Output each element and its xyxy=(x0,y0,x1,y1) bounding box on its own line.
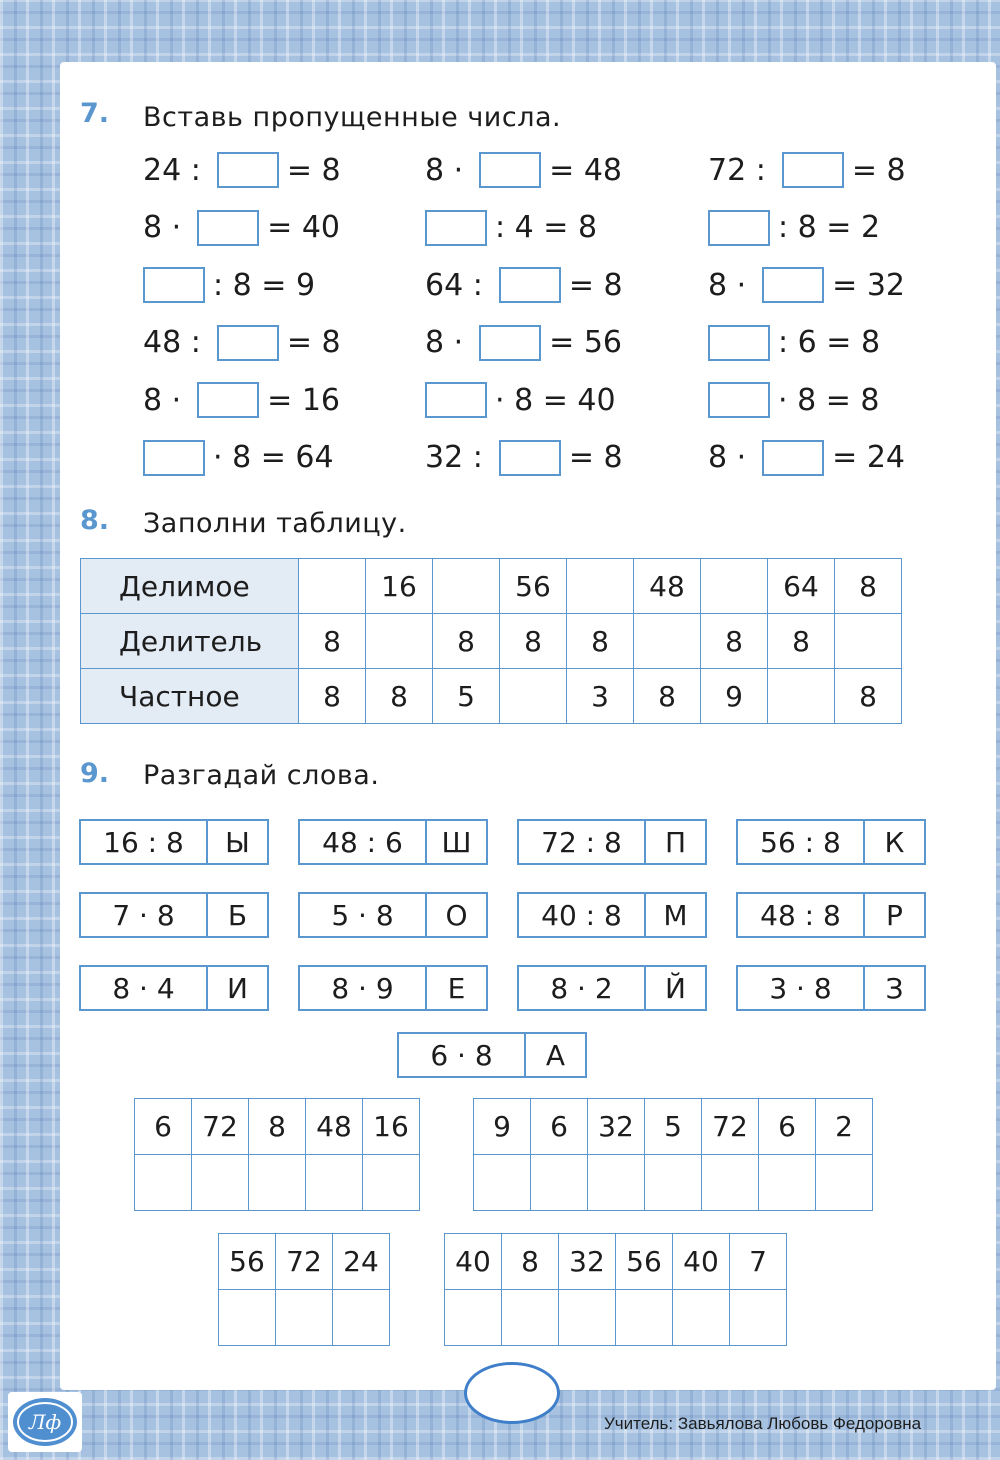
grid-letter-cell[interactable] xyxy=(730,1290,787,1346)
table-cell[interactable] xyxy=(299,559,366,614)
cipher-card xyxy=(298,965,488,1011)
card-expression: 40 : 8 xyxy=(519,894,646,936)
card-expression: 8 · 9 xyxy=(300,967,427,1009)
grid-letter-row xyxy=(135,1155,420,1211)
grid-letter-cell[interactable] xyxy=(363,1155,420,1211)
grid-letter-row xyxy=(445,1290,787,1346)
grid-number: 2 xyxy=(816,1099,873,1155)
equation xyxy=(708,438,905,478)
division-table xyxy=(80,558,902,724)
grid-letter-cell[interactable] xyxy=(502,1290,559,1346)
grid-number: 72 xyxy=(192,1099,249,1155)
row-label: Частное xyxy=(81,669,299,724)
grid-letter-cell[interactable] xyxy=(333,1290,390,1346)
card-expression: 56 : 8 xyxy=(738,821,865,863)
equation-left: 72 : xyxy=(708,152,766,188)
answer-box[interactable] xyxy=(425,382,487,418)
card-letter: З xyxy=(885,971,904,1005)
table-cell: 8 xyxy=(634,669,701,724)
teacher-logo xyxy=(8,1392,82,1452)
cipher-card xyxy=(298,819,488,865)
grid-number: 5 xyxy=(645,1099,702,1155)
cipher-card xyxy=(79,819,269,865)
grid-number: 6 xyxy=(531,1099,588,1155)
answer-box[interactable] xyxy=(479,325,541,361)
task8-number: 8. xyxy=(80,505,110,536)
cipher-card xyxy=(517,892,707,938)
answer-box[interactable] xyxy=(762,440,824,476)
card-expression: 5 · 8 xyxy=(300,894,427,936)
answer-box[interactable] xyxy=(217,325,279,361)
grid-number: 16 xyxy=(363,1099,420,1155)
table-cell: 64 xyxy=(768,559,835,614)
answer-box[interactable] xyxy=(499,440,561,476)
equation-right: · 8 = 8 xyxy=(778,382,880,418)
equation-right: = 8 xyxy=(286,325,341,360)
task7-title: Вставь пропущенные числа. xyxy=(143,102,562,133)
grid-letter-cell[interactable] xyxy=(306,1155,363,1211)
equation-left: 64 : xyxy=(425,267,483,303)
answer-box[interactable] xyxy=(143,267,205,303)
equation-right: : 8 = 9 xyxy=(213,267,316,303)
word-grid xyxy=(134,1098,420,1211)
table-cell: 5 xyxy=(433,669,500,724)
table-cell[interactable] xyxy=(500,669,567,724)
answer-box[interactable] xyxy=(499,267,561,303)
equation xyxy=(143,323,341,363)
equation-right: = 8 xyxy=(851,152,906,188)
table-cell[interactable] xyxy=(366,614,433,669)
grid-letter-row xyxy=(219,1290,390,1346)
table-cell: 16 xyxy=(366,559,433,614)
equation-right: · 8 = 64 xyxy=(213,440,334,475)
grid-number-row xyxy=(135,1099,420,1155)
table-cell: 8 xyxy=(835,669,902,724)
equation-left: 8 · xyxy=(425,152,464,188)
table-row xyxy=(81,614,902,669)
task8-title: Заполни таблицу. xyxy=(143,508,407,539)
word-grid xyxy=(444,1233,787,1346)
answer-box[interactable] xyxy=(762,267,824,303)
equation-left: 8 · xyxy=(143,382,182,418)
card-expression: 48 : 6 xyxy=(300,821,427,863)
cipher-card xyxy=(517,819,707,865)
equation-right: = 16 xyxy=(267,382,341,418)
table-cell: 8 xyxy=(701,614,768,669)
card-expression: 8 · 4 xyxy=(81,967,208,1009)
equation-right: = 24 xyxy=(832,440,906,475)
answer-box[interactable] xyxy=(708,325,770,361)
table-cell: 48 xyxy=(634,559,701,614)
card-letter: Ы xyxy=(225,825,250,859)
answer-box[interactable] xyxy=(197,382,259,418)
card-letter: Й xyxy=(665,971,686,1005)
equation xyxy=(143,265,315,305)
table-cell[interactable] xyxy=(567,559,634,614)
card-letter: П xyxy=(664,825,687,859)
card-letter: Ш xyxy=(441,825,472,859)
grid-letter-cell[interactable] xyxy=(588,1155,645,1211)
grid-letter-cell[interactable] xyxy=(816,1155,873,1211)
equation xyxy=(425,265,623,305)
equation-left: 8 · xyxy=(708,267,747,303)
table-cell: 8 xyxy=(366,669,433,724)
equation xyxy=(143,380,340,420)
grid-number: 24 xyxy=(333,1234,390,1290)
grid-number: 48 xyxy=(306,1099,363,1155)
card-expression: 48 : 8 xyxy=(738,894,865,936)
row-label: Делимое xyxy=(81,559,299,614)
answer-box[interactable] xyxy=(217,152,279,188)
table-cell[interactable] xyxy=(768,669,835,724)
grid-number: 40 xyxy=(673,1234,730,1290)
row-label: Делитель xyxy=(81,614,299,669)
card-letter: О xyxy=(445,898,468,932)
equation xyxy=(143,150,341,190)
cipher-card xyxy=(298,892,488,938)
equation xyxy=(425,323,622,363)
table-cell[interactable] xyxy=(634,614,701,669)
equation-right: = 40 xyxy=(267,210,341,245)
answer-box[interactable] xyxy=(197,210,259,246)
grid-number: 32 xyxy=(559,1234,616,1290)
card-expression: 8 · 2 xyxy=(519,967,646,1009)
table-cell: 56 xyxy=(500,559,567,614)
equation xyxy=(425,208,597,248)
grid-letter-cell[interactable] xyxy=(219,1290,276,1346)
grid-letter-cell[interactable] xyxy=(645,1155,702,1211)
table-cell: 3 xyxy=(567,669,634,724)
equation xyxy=(425,150,622,190)
equation xyxy=(425,438,623,478)
equation xyxy=(425,380,616,420)
grid-number: 6 xyxy=(135,1099,192,1155)
card-letter: И xyxy=(227,971,248,1005)
grid-number: 72 xyxy=(276,1234,333,1290)
card-letter: Е xyxy=(447,971,466,1005)
answer-box[interactable] xyxy=(479,152,541,188)
cipher-card xyxy=(397,1032,587,1078)
table-cell: 9 xyxy=(701,669,768,724)
table-cell[interactable] xyxy=(433,559,500,614)
cipher-card xyxy=(79,965,269,1011)
equation-right: : 8 = 2 xyxy=(778,210,881,245)
equation xyxy=(143,438,334,478)
grid-number: 56 xyxy=(219,1234,276,1290)
task9-number: 9. xyxy=(80,758,110,789)
word-grid xyxy=(473,1098,873,1211)
equation-right: : 6 = 8 xyxy=(778,325,881,360)
cipher-card xyxy=(517,965,707,1011)
table-cell: 8 xyxy=(567,614,634,669)
grid-number: 9 xyxy=(474,1099,531,1155)
card-letter: А xyxy=(545,1038,566,1072)
equation-left: 48 : xyxy=(143,325,201,360)
grid-number-row xyxy=(219,1234,390,1290)
equation-left: 32 : xyxy=(425,440,483,475)
grid-letter-cell[interactable] xyxy=(192,1155,249,1211)
card-expression: 16 : 8 xyxy=(81,821,208,863)
card-expression: 6 · 8 xyxy=(399,1034,526,1076)
table-cell: 8 xyxy=(433,614,500,669)
table-row xyxy=(81,669,902,724)
grid-number: 32 xyxy=(588,1099,645,1155)
grid-number: 40 xyxy=(445,1234,502,1290)
equation-right: = 56 xyxy=(549,325,623,360)
table-cell[interactable] xyxy=(701,559,768,614)
grid-number: 8 xyxy=(249,1099,306,1155)
table-cell: 8 xyxy=(768,614,835,669)
grid-letter-cell[interactable] xyxy=(759,1155,816,1211)
table-cell[interactable] xyxy=(835,614,902,669)
table-cell: 8 xyxy=(835,559,902,614)
equation-left: 8 · xyxy=(143,210,182,245)
equation xyxy=(708,380,879,420)
card-expression: 3 · 8 xyxy=(738,967,865,1009)
card-expression: 72 : 8 xyxy=(519,821,646,863)
equation-right: = 32 xyxy=(832,267,906,303)
equation xyxy=(708,208,880,248)
equation-right: : 4 = 8 xyxy=(495,210,598,245)
logo-text: Лф xyxy=(28,1410,62,1434)
equation-right: = 8 xyxy=(568,440,623,475)
cipher-card xyxy=(736,892,926,938)
card-letter: К xyxy=(884,825,905,859)
grid-letter-cell[interactable] xyxy=(445,1290,502,1346)
equation xyxy=(143,208,340,248)
grid-number-row xyxy=(445,1234,787,1290)
equation-right: · 8 = 40 xyxy=(495,382,616,418)
grid-number: 8 xyxy=(502,1234,559,1290)
grid-number: 56 xyxy=(616,1234,673,1290)
card-letter: Р xyxy=(886,898,903,932)
cipher-card xyxy=(736,819,926,865)
grid-letter-cell[interactable] xyxy=(249,1155,306,1211)
equation-left: 24 : xyxy=(143,152,201,188)
equation xyxy=(708,323,880,363)
cipher-card xyxy=(736,965,926,1011)
grid-number: 6 xyxy=(759,1099,816,1155)
answer-box[interactable] xyxy=(425,210,487,246)
card-letter: Б xyxy=(227,898,248,932)
grid-letter-cell[interactable] xyxy=(474,1155,531,1211)
teacher-credit: Учитель: Завьялова Любовь Федоровна xyxy=(604,1414,922,1433)
table-row xyxy=(81,559,902,614)
card-letter: М xyxy=(663,898,688,932)
grid-letter-cell[interactable] xyxy=(616,1290,673,1346)
equation-right: = 8 xyxy=(286,152,341,188)
cipher-card xyxy=(79,892,269,938)
grid-letter-cell[interactable] xyxy=(559,1290,616,1346)
answer-box[interactable] xyxy=(708,382,770,418)
task9-title: Разгадай слова. xyxy=(143,760,380,791)
grid-letter-row xyxy=(474,1155,873,1211)
answer-box[interactable] xyxy=(143,440,205,476)
grid-letter-cell[interactable] xyxy=(135,1155,192,1211)
equation xyxy=(708,150,906,190)
grid-letter-cell[interactable] xyxy=(276,1290,333,1346)
word-grid xyxy=(218,1233,390,1346)
equation-right: = 48 xyxy=(549,152,623,188)
card-expression: 7 · 8 xyxy=(81,894,208,936)
table-cell: 8 xyxy=(500,614,567,669)
equation-left: 8 · xyxy=(708,440,747,475)
equation-left: 8 · xyxy=(425,325,464,360)
grid-letter-cell[interactable] xyxy=(531,1155,588,1211)
task7-number: 7. xyxy=(80,98,110,129)
grid-number: 72 xyxy=(702,1099,759,1155)
equation-right: = 8 xyxy=(568,267,623,303)
grid-letter-cell[interactable] xyxy=(702,1155,759,1211)
table-cell: 8 xyxy=(299,614,366,669)
answer-box[interactable] xyxy=(782,152,844,188)
table-cell: 8 xyxy=(299,669,366,724)
page-number-oval xyxy=(464,1362,560,1424)
answer-box[interactable] xyxy=(708,210,770,246)
equation xyxy=(708,265,905,305)
grid-letter-cell[interactable] xyxy=(673,1290,730,1346)
grid-number: 7 xyxy=(730,1234,787,1290)
grid-number-row xyxy=(474,1099,873,1155)
